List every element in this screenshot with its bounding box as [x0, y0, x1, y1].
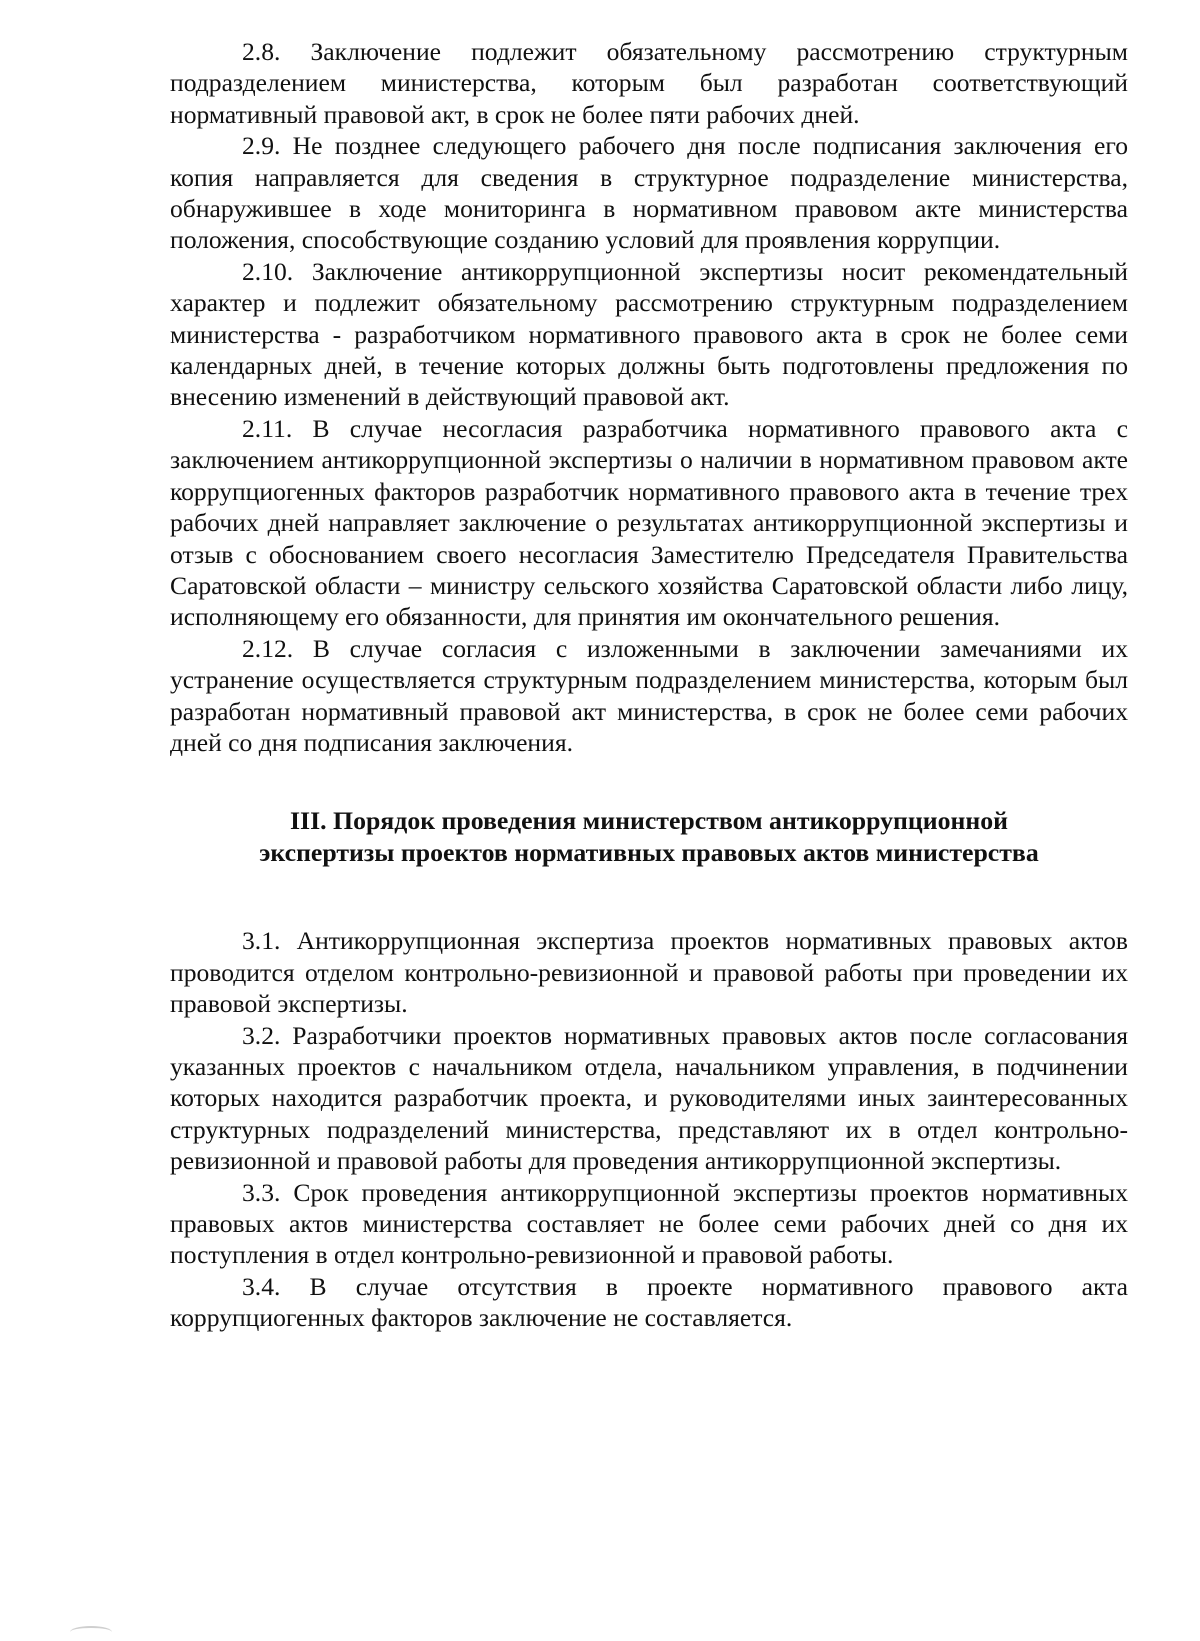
section-3-heading-line-1: III. Порядок проведения министерством антикоррупционной	[289, 806, 1009, 836]
section-3-heading-line-2: экспертизы проектов нормативных правовых актов министерства	[259, 838, 1039, 868]
document-page	[170, 36, 1128, 1334]
paragraph-2-9: 2.9. Не позднее следующего рабочего дня после подписания заключения его копия направляется для сведения в структурное подразделение министерства, обнаружившее в ходе мониторинга в нормативном правовом акте министерства положения, способствующие созданию условий для проявления коррупции.	[170, 131, 1128, 255]
paragraph-3-4: 3.4. В случае отсутствия в проекте нормативного правового акта коррупциогенных факторов заключение не составляется.	[170, 1271, 1128, 1333]
paragraph-2-10: 2.10. Заключение антикоррупционной экспертизы носит рекомендательный характер и подлежит обязательному рассмотрению структурным подразделением министерства - разработчиком нормативного правового акта в срок не более семи календарных дней, в течение которых должны быть подготовлены предложения по внесению изменений в действующий правовой акт.	[170, 256, 1128, 412]
paragraph-3-3: 3.3. Срок проведения антикоррупционной экспертизы проектов нормативных правовых актов министерства составляет не более семи рабочих дней со дня их поступления в отдел контрольно-ревизионной и правовой работы.	[170, 1177, 1128, 1270]
paragraph-2-11: 2.11. В случае несогласия разработчика нормативного правового акта с заключением антикоррупционной экспертизы о наличии в нормативном правовом акте коррупциогенных факторов разработчик нормативного правового акта в течение трех рабочих дней направляет заключение о результатах антикоррупционной экспертизы и отзыв с обоснованием своего несогласия Заместителю Председателя Правительства Саратовской области – министру сельского хозяйства Саратовской области либо лицу, исполняющему его обязанности, для принятия им окончательного решения.	[170, 413, 1128, 632]
paragraph-2-12: 2.12. В случае согласия с изложенными в заключении замечаниями их устранение осуществляется структурным подразделением министерства, которым был разработан нормативный правовой акт министерства, в срок не более семи рабочих дней со дня подписания заключения.	[170, 633, 1128, 757]
paragraph-2-8: 2.8. Заключение подлежит обязательному рассмотрению структурным подразделением министерства, которым был разработан соответствующий нормативный правовой акт, в срок не более пяти рабочих дней.	[170, 37, 1128, 129]
section-3-heading	[170, 805, 1128, 869]
paragraph-3-2: 3.2. Разработчики проектов нормативных правовых актов после согласования указанных проектов с начальником отдела, начальником управления, в подчинении которых находится разработчик проекта, и руководителями иных заинтересованных структурных подразделений министерства, представляют их в отдел контрольно-ревизионной и правовой работы для проведения антикоррупционной экспертизы.	[170, 1020, 1128, 1176]
paragraph-3-1: 3.1. Антикоррупционная экспертиза проектов нормативных правовых актов проводится отделом контрольно-ревизионной и правовой работы при проведении их правовой экспертизы.	[170, 926, 1128, 1019]
scan-artifact	[70, 1626, 112, 1638]
